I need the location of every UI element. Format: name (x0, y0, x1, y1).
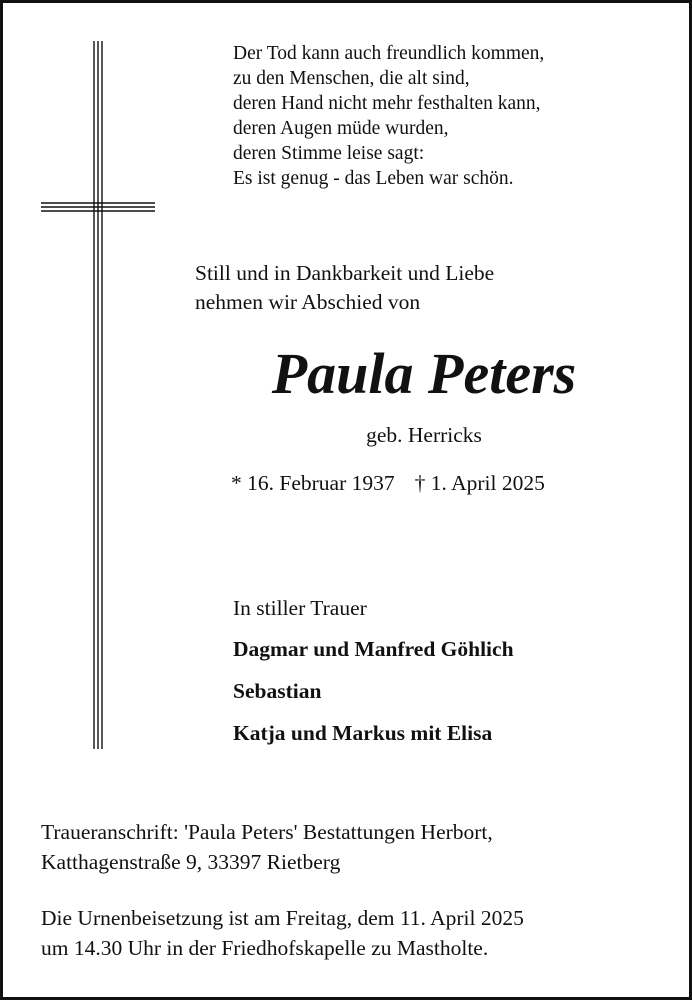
mourning-address (41, 817, 493, 877)
address-line: Traueranschrift: 'Paula Peters' Bestattungen Herbort, (41, 820, 493, 844)
intro-line: nehmen wir Abschied von (195, 290, 421, 314)
death-date: † 1. April 2025 (414, 471, 545, 495)
mourner-name: Sebastian (233, 679, 322, 703)
cross-icon (41, 41, 155, 749)
burial-info (41, 903, 524, 963)
poem-line: Es ist genug - das Leben war schön. (233, 168, 514, 189)
life-dates (231, 468, 545, 498)
birth-name: geb. Herricks (366, 423, 482, 447)
poem (233, 41, 544, 191)
burial-line: um 14.30 Uhr in der Friedhofskapelle zu Mastholte. (41, 936, 489, 960)
mourner-name: Katja und Markus mit Elisa (233, 721, 493, 745)
mourners-list (233, 634, 514, 760)
poem-line: zu den Menschen, die alt sind, (233, 68, 470, 89)
mourner-name: Dagmar und Manfred Göhlich (233, 637, 514, 661)
mourning-heading: In stiller Trauer (233, 596, 367, 620)
deceased-name: Paula Peters (271, 341, 577, 406)
burial-line: Die Urnenbeisetzung ist am Freitag, dem 11. April 2025 (41, 906, 524, 930)
farewell-intro (195, 259, 494, 317)
intro-line: Still und in Dankbarkeit und Liebe (195, 261, 495, 285)
address-line: Katthagenstraße 9, 33397 Rietberg (41, 850, 341, 874)
poem-line: Der Tod kann auch freundlich kommen, (233, 43, 545, 64)
poem-line: deren Augen müde wurden, (233, 118, 449, 139)
poem-line: deren Stimme leise sagt: (233, 143, 425, 164)
birth-date: * 16. Februar 1937 (231, 471, 395, 495)
poem-line: deren Hand nicht mehr festhalten kann, (233, 93, 541, 114)
